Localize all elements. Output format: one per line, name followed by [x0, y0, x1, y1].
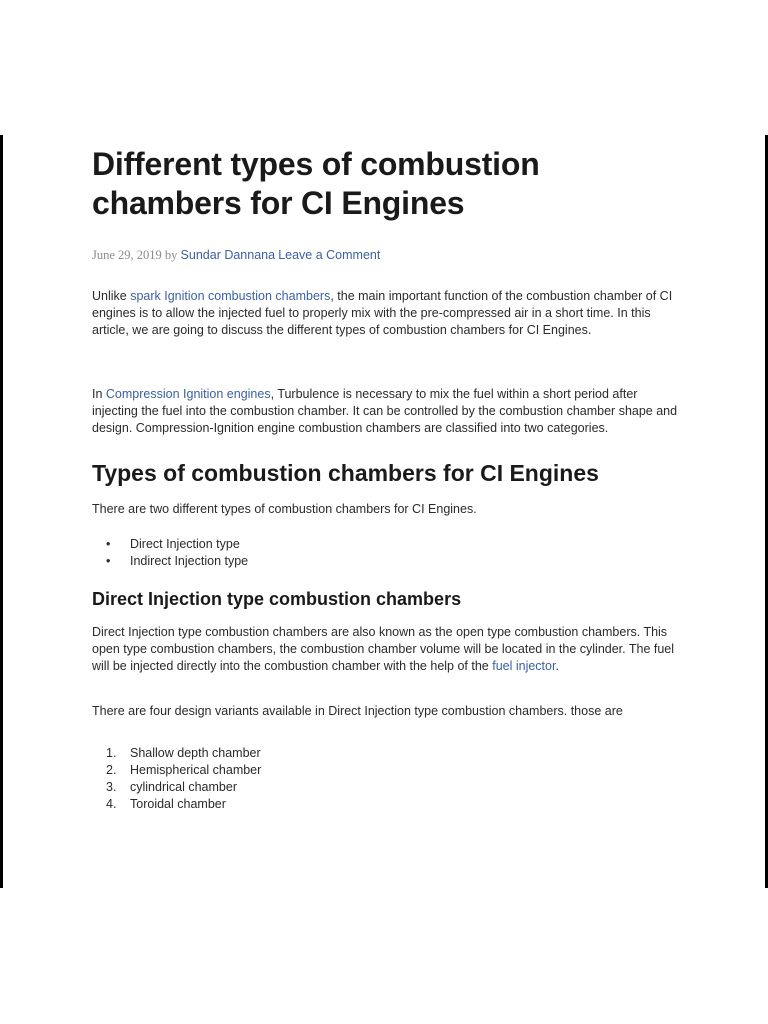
intro-paragraph — [92, 288, 682, 339]
article-title: Different types of combustion chambers for CI Engines — [92, 146, 540, 221]
article — [92, 145, 682, 813]
leave-comment-link[interactable]: Leave a Comment — [278, 248, 381, 262]
bullet: • — [106, 537, 111, 551]
fuel-injector-link[interactable]: fuel injector — [492, 659, 556, 673]
design-variants-text: There are four design variants available in Direct Injection type combustion chambers. those are — [92, 704, 623, 718]
bullet: • — [106, 554, 111, 568]
turbulence-paragraph — [92, 386, 682, 437]
frame-border-left — [0, 135, 3, 888]
list-item-label: Hemispherical chamber — [130, 763, 262, 777]
direct-injection-heading: Direct Injection type combustion chambers — [92, 589, 462, 609]
variants-list — [92, 745, 682, 813]
list-item — [106, 779, 682, 796]
list-item-label: Shallow depth chamber — [130, 746, 261, 760]
types-intro-text: There are two different types of combustion chambers for CI Engines. — [92, 502, 477, 516]
list-item-label: Toroidal chamber — [130, 797, 226, 811]
article-meta — [92, 247, 682, 263]
types-list — [92, 536, 682, 570]
di-text-after: . — [555, 659, 559, 673]
list-item — [106, 745, 682, 762]
list-number: 2. — [106, 763, 117, 777]
list-item-label: Direct Injection type — [130, 537, 240, 551]
intro-text-before: Unlike — [92, 289, 131, 303]
di-text-before: Direct Injection type combustion chambers are also known as the open type combustion chambers. This open type combustion chambers, the combustion chamber volume will be located in the cylinder. The fuel will be injected directly into the combustion chamber with the help of the — [92, 625, 675, 673]
list-item — [106, 762, 682, 779]
list-number: 1. — [106, 746, 117, 760]
types-heading: Types of combustion chambers for CI Engines — [92, 460, 599, 486]
compression-ignition-link[interactable]: Compression Ignition engines — [105, 387, 271, 401]
intro-text-after: , the main important function of the combustion chamber of CI engines is to allow the injected fuel to properly mix with the pre-compressed air in a short time. In this article, we are going to discuss the different types of combustion chambers for CI Engines. — [92, 289, 673, 337]
direct-injection-paragraph — [92, 624, 682, 675]
para2-text-after: , Turbulence is necessary to mix the fuel within a short period after injecting the fuel into the combustion chamber. It can be controlled by the combustion chamber shape and design. Compression-Ignition engine combustion chambers are classified into two categories. — [92, 387, 678, 435]
document-frame — [0, 135, 768, 888]
list-number: 3. — [106, 780, 117, 794]
spark-ignition-link[interactable]: spark Ignition combustion chambers — [130, 289, 331, 303]
list-number: 4. — [106, 797, 117, 811]
para2-text-before: In — [92, 387, 106, 401]
list-item — [106, 796, 682, 813]
list-item — [106, 536, 682, 553]
post-date: June 29, 2019 — [92, 248, 162, 262]
by-label: by — [164, 248, 178, 262]
list-item — [106, 553, 682, 570]
list-item-label: cylindrical chamber — [130, 780, 237, 794]
list-item-label: Indirect Injection type — [130, 554, 249, 568]
author-link[interactable]: Sundar Dannana — [180, 248, 276, 262]
